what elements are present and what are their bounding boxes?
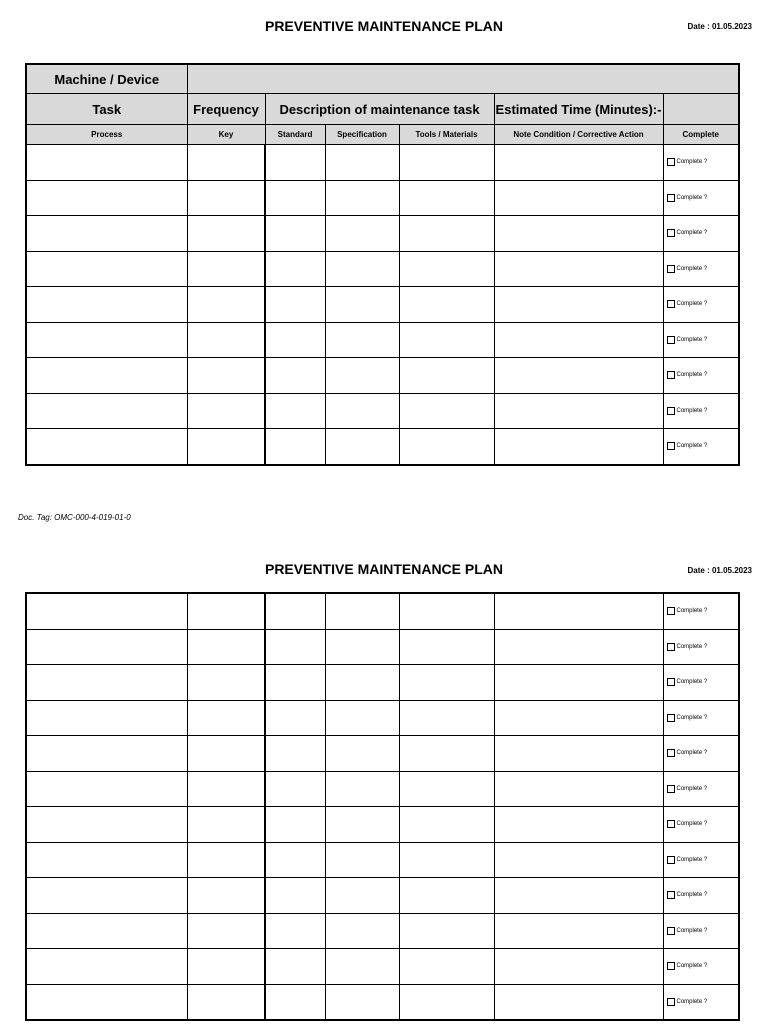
complete-cell bbox=[663, 593, 739, 629]
complete-checkbox-label: Complete ? bbox=[676, 159, 708, 166]
table-row bbox=[26, 807, 739, 843]
complete-checkbox-group[interactable] bbox=[664, 371, 739, 379]
tools-cell[interactable] bbox=[399, 251, 494, 287]
standard-cell[interactable] bbox=[265, 287, 325, 323]
specification-cell[interactable] bbox=[325, 180, 399, 216]
process-header: Process bbox=[26, 125, 187, 145]
key-cell[interactable] bbox=[187, 771, 265, 807]
estimated-time-header: Estimated Time (Minutes):- bbox=[494, 94, 663, 125]
complete-checkbox-group[interactable] bbox=[664, 820, 739, 828]
complete-checkbox[interactable] bbox=[667, 300, 675, 308]
table-row bbox=[26, 429, 739, 465]
note-header: Note Condition / Corrective Action bbox=[494, 125, 663, 145]
tools-cell[interactable] bbox=[399, 216, 494, 252]
complete-checkbox-group[interactable] bbox=[664, 194, 739, 202]
complete-checkbox-label: Complete ? bbox=[676, 821, 708, 828]
key-header: Key bbox=[187, 125, 265, 145]
complete-cell bbox=[663, 984, 739, 1020]
subheader-row bbox=[26, 125, 739, 145]
key-cell[interactable] bbox=[187, 807, 265, 843]
complete-checkbox-group[interactable] bbox=[664, 442, 739, 450]
note-cell[interactable] bbox=[494, 736, 663, 772]
specification-header: Specification bbox=[325, 125, 399, 145]
complete-checkbox[interactable] bbox=[667, 607, 675, 615]
machine-device-label: Machine / Device bbox=[26, 64, 187, 94]
complete-checkbox-label: Complete ? bbox=[676, 927, 708, 934]
note-cell[interactable] bbox=[494, 593, 663, 629]
complete-checkbox-group[interactable] bbox=[664, 643, 739, 651]
complete-checkbox-group[interactable] bbox=[664, 407, 739, 415]
table-row bbox=[26, 180, 739, 216]
task-header: Task bbox=[26, 94, 187, 125]
complete-checkbox[interactable] bbox=[667, 714, 675, 722]
complete-checkbox-group[interactable] bbox=[664, 300, 739, 308]
complete-cell bbox=[663, 322, 739, 358]
specification-cell[interactable] bbox=[325, 145, 399, 181]
tools-cell[interactable] bbox=[399, 429, 494, 465]
standard-cell[interactable] bbox=[265, 700, 325, 736]
complete-checkbox-group[interactable] bbox=[664, 962, 739, 970]
tools-cell[interactable] bbox=[399, 700, 494, 736]
complete-checkbox-group[interactable] bbox=[664, 229, 739, 237]
process-cell[interactable] bbox=[26, 393, 187, 429]
complete-checkbox[interactable] bbox=[667, 229, 675, 237]
note-cell[interactable] bbox=[494, 629, 663, 665]
specification-cell[interactable] bbox=[325, 629, 399, 665]
complete-cell bbox=[663, 700, 739, 736]
complete-checkbox-label: Complete ? bbox=[676, 679, 708, 686]
table-row bbox=[26, 878, 739, 914]
maintenance-table-2 bbox=[25, 592, 740, 1021]
complete-checkbox-label: Complete ? bbox=[676, 443, 708, 450]
header-row bbox=[26, 94, 739, 125]
standard-cell[interactable] bbox=[265, 842, 325, 878]
complete-checkbox[interactable] bbox=[667, 643, 675, 651]
process-cell[interactable] bbox=[26, 807, 187, 843]
specification-cell[interactable] bbox=[325, 251, 399, 287]
complete-checkbox-group[interactable] bbox=[664, 265, 739, 273]
tools-cell[interactable] bbox=[399, 949, 494, 985]
process-cell[interactable] bbox=[26, 771, 187, 807]
specification-cell[interactable] bbox=[325, 984, 399, 1020]
table-row bbox=[26, 393, 739, 429]
standard-cell[interactable] bbox=[265, 180, 325, 216]
standard-cell[interactable] bbox=[265, 358, 325, 394]
specification-cell[interactable] bbox=[325, 736, 399, 772]
key-cell[interactable] bbox=[187, 984, 265, 1020]
table-row bbox=[26, 216, 739, 252]
tools-cell[interactable] bbox=[399, 842, 494, 878]
complete-cell bbox=[663, 807, 739, 843]
complete-cell bbox=[663, 736, 739, 772]
note-cell[interactable] bbox=[494, 878, 663, 914]
specification-cell[interactable] bbox=[325, 842, 399, 878]
process-cell[interactable] bbox=[26, 629, 187, 665]
table-row bbox=[26, 665, 739, 701]
complete-checkbox[interactable] bbox=[667, 407, 675, 415]
complete-checkbox[interactable] bbox=[667, 927, 675, 935]
machine-row bbox=[26, 64, 739, 94]
complete-checkbox-group[interactable] bbox=[664, 749, 739, 757]
tools-cell[interactable] bbox=[399, 287, 494, 323]
standard-header: Standard bbox=[265, 125, 325, 145]
note-cell[interactable] bbox=[494, 393, 663, 429]
specification-cell[interactable] bbox=[325, 878, 399, 914]
note-cell[interactable] bbox=[494, 251, 663, 287]
complete-checkbox-label: Complete ? bbox=[676, 856, 708, 863]
complete-checkbox-label: Complete ? bbox=[676, 230, 708, 237]
process-cell[interactable] bbox=[26, 287, 187, 323]
tools-cell[interactable] bbox=[399, 736, 494, 772]
complete-cell bbox=[663, 771, 739, 807]
key-cell[interactable] bbox=[187, 322, 265, 358]
complete-cell bbox=[663, 251, 739, 287]
standard-cell[interactable] bbox=[265, 429, 325, 465]
note-cell[interactable] bbox=[494, 984, 663, 1020]
tools-cell[interactable] bbox=[399, 358, 494, 394]
specification-cell[interactable] bbox=[325, 216, 399, 252]
key-cell[interactable] bbox=[187, 216, 265, 252]
standard-cell[interactable] bbox=[265, 913, 325, 949]
specification-cell[interactable] bbox=[325, 393, 399, 429]
tools-cell[interactable] bbox=[399, 984, 494, 1020]
complete-cell bbox=[663, 287, 739, 323]
note-cell[interactable] bbox=[494, 807, 663, 843]
frequency-header: Frequency bbox=[187, 94, 265, 125]
tools-cell[interactable] bbox=[399, 913, 494, 949]
specification-cell[interactable] bbox=[325, 593, 399, 629]
key-cell[interactable] bbox=[187, 358, 265, 394]
complete-checkbox-group[interactable] bbox=[664, 158, 739, 166]
table-row bbox=[26, 251, 739, 287]
complete-checkbox-label: Complete ? bbox=[676, 372, 708, 379]
table-row bbox=[26, 700, 739, 736]
standard-cell[interactable] bbox=[265, 665, 325, 701]
key-cell[interactable] bbox=[187, 665, 265, 701]
key-cell[interactable] bbox=[187, 593, 265, 629]
process-cell[interactable] bbox=[26, 180, 187, 216]
standard-cell[interactable] bbox=[265, 984, 325, 1020]
key-cell[interactable] bbox=[187, 145, 265, 181]
specification-cell[interactable] bbox=[325, 700, 399, 736]
key-cell[interactable] bbox=[187, 878, 265, 914]
complete-cell bbox=[663, 145, 739, 181]
note-cell[interactable] bbox=[494, 322, 663, 358]
process-cell[interactable] bbox=[26, 878, 187, 914]
complete-cell bbox=[663, 842, 739, 878]
complete-checkbox-group[interactable] bbox=[664, 336, 739, 344]
complete-checkbox[interactable] bbox=[667, 442, 675, 450]
standard-cell[interactable] bbox=[265, 771, 325, 807]
complete-checkbox[interactable] bbox=[667, 820, 675, 828]
note-cell[interactable] bbox=[494, 949, 663, 985]
complete-checkbox[interactable] bbox=[667, 336, 675, 344]
tools-cell[interactable] bbox=[399, 629, 494, 665]
complete-checkbox-label: Complete ? bbox=[676, 194, 708, 201]
maintenance-table-1 bbox=[25, 63, 740, 466]
complete-checkbox-group[interactable] bbox=[664, 927, 739, 935]
estimated-time-field[interactable] bbox=[663, 94, 739, 125]
complete-checkbox-label: Complete ? bbox=[676, 750, 708, 757]
process-cell[interactable] bbox=[26, 322, 187, 358]
tools-cell[interactable] bbox=[399, 145, 494, 181]
process-cell[interactable] bbox=[26, 700, 187, 736]
complete-checkbox[interactable] bbox=[667, 158, 675, 166]
complete-checkbox[interactable] bbox=[667, 265, 675, 273]
tools-cell[interactable] bbox=[399, 878, 494, 914]
description-header: Description of maintenance task bbox=[265, 94, 494, 125]
note-cell[interactable] bbox=[494, 358, 663, 394]
standard-cell[interactable] bbox=[265, 949, 325, 985]
complete-checkbox-label: Complete ? bbox=[676, 407, 708, 414]
key-cell[interactable] bbox=[187, 913, 265, 949]
specification-cell[interactable] bbox=[325, 913, 399, 949]
key-cell[interactable] bbox=[187, 629, 265, 665]
complete-cell bbox=[663, 216, 739, 252]
standard-cell[interactable] bbox=[265, 393, 325, 429]
process-cell[interactable] bbox=[26, 251, 187, 287]
note-cell[interactable] bbox=[494, 180, 663, 216]
process-cell[interactable] bbox=[26, 216, 187, 252]
tools-cell[interactable] bbox=[399, 771, 494, 807]
key-cell[interactable] bbox=[187, 949, 265, 985]
table-row bbox=[26, 322, 739, 358]
machine-device-field[interactable] bbox=[187, 64, 739, 94]
process-cell[interactable] bbox=[26, 913, 187, 949]
complete-cell bbox=[663, 629, 739, 665]
note-cell[interactable] bbox=[494, 216, 663, 252]
complete-checkbox-group[interactable] bbox=[664, 714, 739, 722]
table-row bbox=[26, 287, 739, 323]
complete-checkbox-label: Complete ? bbox=[676, 785, 708, 792]
date-label-2: Date : 01.05.2023 bbox=[687, 566, 752, 575]
complete-checkbox-group[interactable] bbox=[664, 856, 739, 864]
table-row bbox=[26, 593, 739, 629]
complete-checkbox-label: Complete ? bbox=[676, 265, 708, 272]
standard-cell[interactable] bbox=[265, 145, 325, 181]
complete-checkbox-label: Complete ? bbox=[676, 714, 708, 721]
complete-checkbox-label: Complete ? bbox=[676, 608, 708, 615]
standard-cell[interactable] bbox=[265, 322, 325, 358]
table-row bbox=[26, 913, 739, 949]
note-cell[interactable] bbox=[494, 771, 663, 807]
table-row bbox=[26, 949, 739, 985]
specification-cell[interactable] bbox=[325, 322, 399, 358]
process-cell[interactable] bbox=[26, 593, 187, 629]
complete-header: Complete bbox=[663, 125, 739, 145]
complete-checkbox[interactable] bbox=[667, 749, 675, 757]
key-cell[interactable] bbox=[187, 842, 265, 878]
complete-cell bbox=[663, 949, 739, 985]
complete-checkbox-group[interactable] bbox=[664, 891, 739, 899]
table-row bbox=[26, 984, 739, 1020]
key-cell[interactable] bbox=[187, 180, 265, 216]
table-row bbox=[26, 771, 739, 807]
standard-cell[interactable] bbox=[265, 629, 325, 665]
specification-cell[interactable] bbox=[325, 358, 399, 394]
table-row bbox=[26, 629, 739, 665]
note-cell[interactable] bbox=[494, 429, 663, 465]
specification-cell[interactable] bbox=[325, 287, 399, 323]
complete-checkbox[interactable] bbox=[667, 998, 675, 1006]
tools-cell[interactable] bbox=[399, 665, 494, 701]
complete-cell bbox=[663, 913, 739, 949]
process-cell[interactable] bbox=[26, 736, 187, 772]
note-cell[interactable] bbox=[494, 700, 663, 736]
note-cell[interactable] bbox=[494, 842, 663, 878]
standard-cell[interactable] bbox=[265, 878, 325, 914]
complete-checkbox-label: Complete ? bbox=[676, 892, 708, 899]
process-cell[interactable] bbox=[26, 842, 187, 878]
complete-checkbox[interactable] bbox=[667, 962, 675, 970]
tools-cell[interactable] bbox=[399, 393, 494, 429]
process-cell[interactable] bbox=[26, 949, 187, 985]
standard-cell[interactable] bbox=[265, 251, 325, 287]
tools-cell[interactable] bbox=[399, 322, 494, 358]
table-row bbox=[26, 358, 739, 394]
specification-cell[interactable] bbox=[325, 429, 399, 465]
date-label: Date : 01.05.2023 bbox=[687, 22, 752, 31]
note-cell[interactable] bbox=[494, 913, 663, 949]
note-cell[interactable] bbox=[494, 665, 663, 701]
complete-checkbox[interactable] bbox=[667, 891, 675, 899]
complete-checkbox-group[interactable] bbox=[664, 998, 739, 1006]
doc-tag: Doc. Tag: OMC-000-4-019-01-0 bbox=[18, 513, 131, 522]
tools-header: Tools / Materials bbox=[399, 125, 494, 145]
complete-cell bbox=[663, 180, 739, 216]
tools-cell[interactable] bbox=[399, 807, 494, 843]
page-title: PREVENTIVE MAINTENANCE PLAN bbox=[264, 18, 504, 34]
complete-checkbox-group[interactable] bbox=[664, 678, 739, 686]
process-cell[interactable] bbox=[26, 984, 187, 1020]
table-row bbox=[26, 145, 739, 181]
complete-checkbox[interactable] bbox=[667, 194, 675, 202]
specification-cell[interactable] bbox=[325, 771, 399, 807]
complete-checkbox[interactable] bbox=[667, 678, 675, 686]
complete-checkbox-label: Complete ? bbox=[676, 336, 708, 343]
standard-cell[interactable] bbox=[265, 593, 325, 629]
standard-cell[interactable] bbox=[265, 807, 325, 843]
key-cell[interactable] bbox=[187, 736, 265, 772]
table-row bbox=[26, 736, 739, 772]
complete-checkbox[interactable] bbox=[667, 785, 675, 793]
complete-checkbox-label: Complete ? bbox=[676, 963, 708, 970]
standard-cell[interactable] bbox=[265, 216, 325, 252]
standard-cell[interactable] bbox=[265, 736, 325, 772]
complete-checkbox-label: Complete ? bbox=[676, 301, 708, 308]
note-cell[interactable] bbox=[494, 145, 663, 181]
key-cell[interactable] bbox=[187, 287, 265, 323]
specification-cell[interactable] bbox=[325, 665, 399, 701]
complete-checkbox-label: Complete ? bbox=[676, 998, 708, 1005]
page-title-2: PREVENTIVE MAINTENANCE PLAN bbox=[264, 561, 504, 577]
complete-checkbox-label: Complete ? bbox=[676, 643, 708, 650]
complete-checkbox[interactable] bbox=[667, 856, 675, 864]
key-cell[interactable] bbox=[187, 429, 265, 465]
complete-cell bbox=[663, 393, 739, 429]
process-cell[interactable] bbox=[26, 429, 187, 465]
key-cell[interactable] bbox=[187, 700, 265, 736]
process-cell[interactable] bbox=[26, 665, 187, 701]
specification-cell[interactable] bbox=[325, 807, 399, 843]
table-row bbox=[26, 842, 739, 878]
complete-cell bbox=[663, 358, 739, 394]
complete-checkbox[interactable] bbox=[667, 371, 675, 379]
key-cell[interactable] bbox=[187, 251, 265, 287]
key-cell[interactable] bbox=[187, 393, 265, 429]
complete-cell bbox=[663, 878, 739, 914]
tools-cell[interactable] bbox=[399, 593, 494, 629]
complete-checkbox-group[interactable] bbox=[664, 785, 739, 793]
specification-cell[interactable] bbox=[325, 949, 399, 985]
process-cell[interactable] bbox=[26, 358, 187, 394]
complete-cell bbox=[663, 429, 739, 465]
complete-checkbox-group[interactable] bbox=[664, 607, 739, 615]
tools-cell[interactable] bbox=[399, 180, 494, 216]
process-cell[interactable] bbox=[26, 145, 187, 181]
complete-cell bbox=[663, 665, 739, 701]
note-cell[interactable] bbox=[494, 287, 663, 323]
